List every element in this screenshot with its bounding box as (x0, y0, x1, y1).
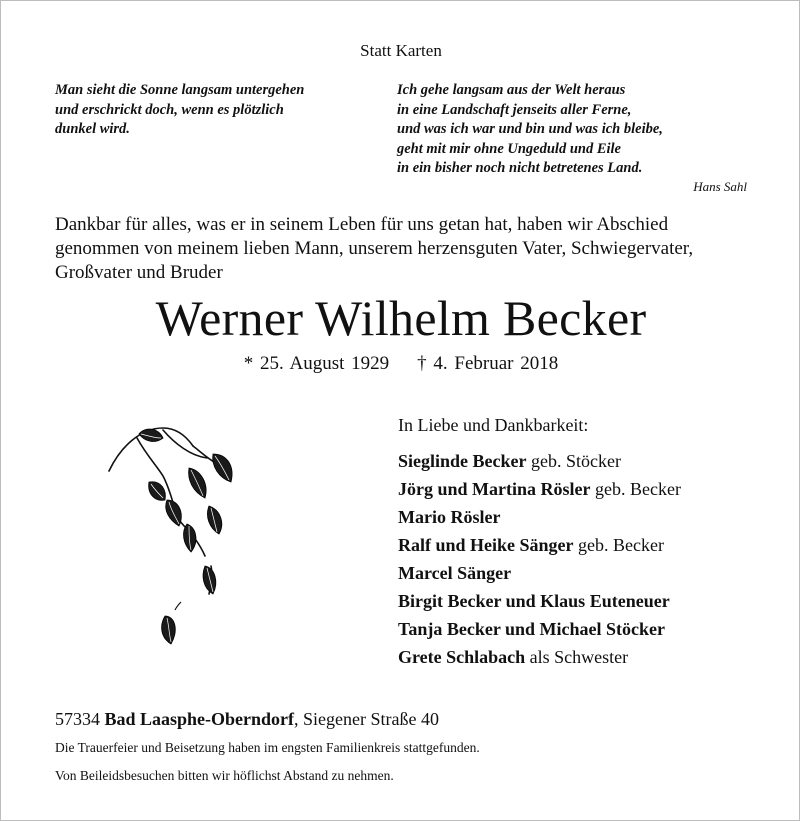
death-date: † 4. Februar 2018 (417, 353, 559, 374)
address-place: Bad Laasphe-Oberndorf (104, 709, 295, 729)
quote-right-line: in eine Landschaft jenseits aller Ferne, (397, 101, 632, 118)
family-member (398, 615, 681, 643)
family-member (398, 447, 681, 475)
quote-left-line: Man sieht die Sonne langsam untergehen (55, 82, 305, 98)
family-member-name: Marcel Sänger (398, 563, 512, 583)
quote-author: Hans Sahl (693, 179, 747, 194)
condolence-note: Von Beileidsbesuchen bitten wir höflichst Abstand zu nehmen. (55, 768, 394, 783)
family-member (398, 643, 681, 671)
family-member-name: Ralf und Heike Sänger (398, 535, 574, 555)
family-member-name: Birgit Becker und Klaus Euteneuer (398, 591, 670, 611)
family-member-suffix: geb. Stöcker (526, 451, 621, 471)
quote-left-line: dunkel wird. (55, 121, 130, 137)
quote-right-line: in ein bisher noch nicht betretenes Land. (397, 160, 643, 176)
intro-line: genommen von meinem lieben Mann, unserem herzensguten Vater, Schwiegervater, (55, 238, 694, 259)
life-dates (1, 353, 800, 375)
quote-left-line: und erschrickt doch, wenn es plötzlich (55, 101, 284, 118)
intro-line: Dankbar für alles, was er in seinem Leben für uns getan hat, haben wir Abschied (55, 214, 669, 235)
family-member-name: Tanja Becker und Michael Stöcker (398, 619, 666, 639)
header-statt-karten: Statt Karten (360, 41, 442, 60)
quote-left (55, 81, 385, 140)
intro-line: Großvater und Bruder (55, 262, 223, 283)
birth-date: * 25. August 1929 (243, 353, 390, 374)
quote-right-line: und was ich war und bin und was ich bleibe, (397, 121, 663, 137)
family-list (398, 447, 681, 671)
family-member (398, 559, 681, 587)
funeral-note: Die Trauerfeier und Beisetzung haben im engsten Familienkreis stattgefunden. (55, 740, 480, 755)
address-street: , Siegener Straße 40 (294, 709, 439, 729)
family-member (398, 531, 681, 559)
birch-branch-icon (101, 416, 251, 656)
family-member-name: Mario Rösler (398, 507, 501, 527)
family-member-suffix: als Schwester (525, 647, 629, 667)
quote-right (397, 81, 757, 179)
family-member (398, 503, 681, 531)
family-member-name: Sieglinde Becker (398, 451, 527, 471)
address-zip: 57334 (55, 709, 105, 729)
family-member-suffix: geb. Becker (573, 535, 664, 555)
deceased-name: Werner Wilhelm Becker (155, 290, 647, 346)
family-member (398, 587, 681, 615)
love-line: In Liebe und Dankbarkeit: (398, 415, 589, 435)
intro-text (55, 213, 755, 285)
address-line (55, 709, 439, 730)
quote-right-line: Ich gehe langsam aus der Welt heraus (397, 82, 626, 98)
family-member-name: Jörg und Martina Rösler (398, 479, 591, 499)
family-member (398, 475, 681, 503)
quote-right-line: geht mit mir ohne Ungeduld und Eile (397, 140, 621, 157)
family-member-suffix: geb. Becker (590, 479, 681, 499)
family-member-name: Grete Schlabach (398, 647, 526, 667)
